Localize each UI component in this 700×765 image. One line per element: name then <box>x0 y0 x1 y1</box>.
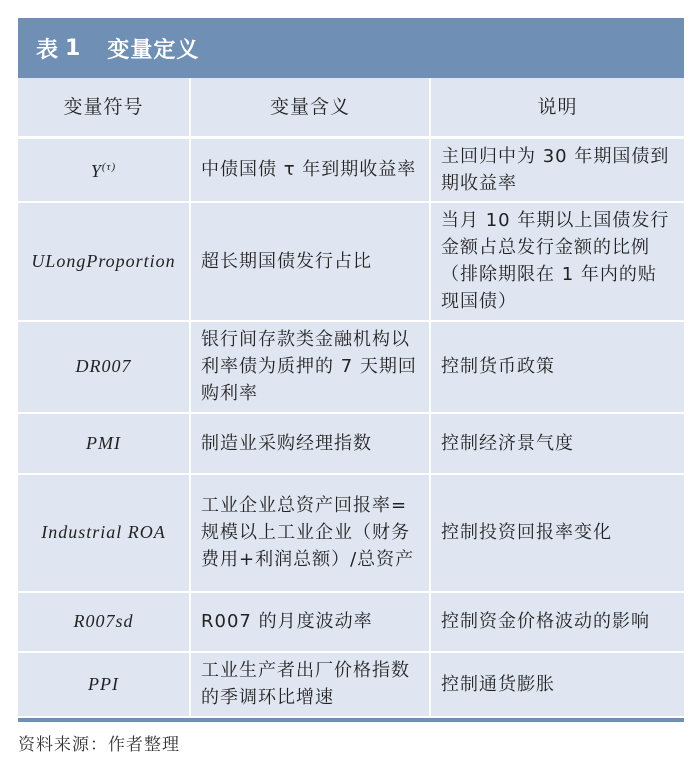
table-title-number: 1 <box>65 35 82 61</box>
note-cell: 控制投资回报率变化 <box>430 474 684 592</box>
header-meaning: 变量含义 <box>190 78 430 138</box>
note-cell: 当月 10 年期以上国债发行金额占总发行金额的比例（排除期限在 1 年内的贴现国债） <box>430 202 684 321</box>
table-row <box>18 413 684 474</box>
symbol-cell: R007sd <box>18 592 190 652</box>
symbol-cell: PMI <box>18 413 190 474</box>
source-note: 资料来源：作者整理 <box>18 735 180 755</box>
meaning-cell: 制造业采购经理指数 <box>190 413 430 474</box>
table-title-label: 表 <box>36 37 60 63</box>
table-row <box>18 474 684 592</box>
note-cell: 控制资金价格波动的影响 <box>430 592 684 652</box>
table-bottom-rule <box>18 718 684 722</box>
header-note: 说明 <box>430 78 684 138</box>
symbol-cell: PPI <box>18 652 190 717</box>
table-row <box>18 202 684 321</box>
table-row <box>18 592 684 652</box>
symbol-cell: Industrial ROA <box>18 474 190 592</box>
meaning-cell: 银行间存款类金融机构以利率债为质押的 7 天期回购利率 <box>190 321 430 413</box>
meaning-cell: 工业生产者出厂价格指数的季调环比增速 <box>190 652 430 717</box>
symbol-superscript: (τ) <box>101 161 117 174</box>
table-title-bar <box>18 18 684 78</box>
meaning-cell: R007 的月度波动率 <box>190 592 430 652</box>
table-row <box>18 652 684 717</box>
meaning-cell: 工业企业总资产回报率=规模以上工业企业（财务费用+利润总额）/总资产 <box>190 474 430 592</box>
table-row <box>18 138 684 202</box>
variable-definition-table <box>18 78 684 718</box>
meaning-cell: 超长期国债发行占比 <box>190 202 430 321</box>
note-cell: 主回归中为 30 年期国债到期收益率 <box>430 138 684 202</box>
header-symbol: 变量符号 <box>18 78 190 138</box>
symbol-cell: ULongProportion <box>18 202 190 321</box>
note-cell: 控制经济景气度 <box>430 413 684 474</box>
symbol-cell <box>18 138 190 202</box>
symbol-cell: DR007 <box>18 321 190 413</box>
symbol-text: Y <box>90 161 102 182</box>
table-header-row <box>18 78 684 138</box>
table-row <box>18 321 684 413</box>
table-title-text: 变量定义 <box>107 37 200 63</box>
note-cell: 控制货币政策 <box>430 321 684 413</box>
note-cell: 控制通货膨胀 <box>430 652 684 717</box>
meaning-cell: 中债国债 τ 年到期收益率 <box>190 138 430 202</box>
